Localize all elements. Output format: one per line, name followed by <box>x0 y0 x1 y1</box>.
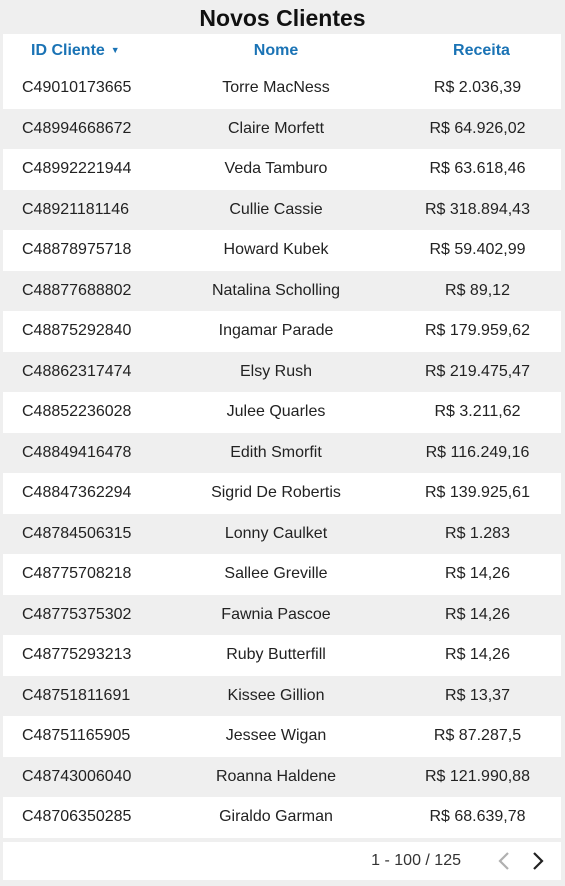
table-row[interactable] <box>3 676 561 717</box>
previous-page-button[interactable] <box>487 844 521 878</box>
cell-id: C48784506315 <box>22 524 132 542</box>
cell-id: C48706350285 <box>22 808 132 826</box>
cell-name: Howard Kubek <box>223 241 329 259</box>
cell-id: C48875292840 <box>22 322 132 340</box>
cell-name: Edith Smorfit <box>230 443 322 461</box>
cell-revenue: R$ 121.990,88 <box>425 767 530 785</box>
table-row[interactable] <box>3 797 561 838</box>
table-row[interactable] <box>3 230 561 271</box>
cell-revenue: R$ 14,26 <box>445 646 510 664</box>
column-header-id[interactable] <box>3 42 158 60</box>
cell-revenue: R$ 179.959,62 <box>425 322 530 340</box>
cell-revenue: R$ 59.402,99 <box>429 241 526 259</box>
table-row[interactable] <box>3 433 561 474</box>
cell-name: Ruby Butterfill <box>226 646 326 664</box>
table-row[interactable] <box>3 757 561 798</box>
table-body <box>3 68 561 838</box>
table-header <box>3 34 561 68</box>
cell-name: Giraldo Garman <box>219 808 333 826</box>
cell-revenue: R$ 68.639,78 <box>429 808 526 826</box>
cell-name: Natalina Scholling <box>211 281 341 299</box>
customers-table <box>3 34 561 838</box>
cell-id: C48775375302 <box>22 605 132 623</box>
next-page-button[interactable] <box>521 844 555 878</box>
cell-id: C48847362294 <box>22 484 132 502</box>
cell-name: Lonny Caulket <box>224 524 328 542</box>
cell-id: C48992221944 <box>22 160 132 178</box>
cell-revenue: R$ 139.925,61 <box>425 484 530 502</box>
table-row[interactable] <box>3 716 561 757</box>
cell-revenue: R$ 219.475,47 <box>425 362 530 380</box>
cell-name: Torre MacNess <box>222 79 330 97</box>
cell-id: C48994668672 <box>22 119 132 137</box>
pagination-range: 1 - 100 / 125 <box>371 852 461 869</box>
cell-id: C48751811691 <box>22 686 131 704</box>
cell-id: C48862317474 <box>22 362 132 380</box>
cell-id: C48878975718 <box>22 241 132 259</box>
table-row[interactable] <box>3 109 561 150</box>
cell-name: Roanna Haldene <box>215 767 337 785</box>
cell-id: C48849416478 <box>22 443 132 461</box>
chevron-right-icon <box>531 851 545 871</box>
table-row[interactable] <box>3 190 561 231</box>
cell-id: C48743006040 <box>22 767 132 785</box>
column-header-revenue[interactable]: Receita <box>453 42 510 59</box>
table-row[interactable] <box>3 271 561 312</box>
sort-down-icon: ▼ <box>110 45 120 55</box>
table-row[interactable] <box>3 554 561 595</box>
cell-name: Veda Tamburo <box>224 160 328 178</box>
cell-name: Sallee Greville <box>224 565 328 583</box>
cell-id: C48775708218 <box>22 565 132 583</box>
cell-id: C48921181146 <box>22 200 130 218</box>
cell-revenue: R$ 318.894,43 <box>425 200 530 218</box>
cell-name: Elsy Rush <box>239 362 313 380</box>
cell-name: Jessee Wigan <box>225 727 327 745</box>
cell-id: C48877688802 <box>22 281 132 299</box>
table-row[interactable] <box>3 311 561 352</box>
pagination-bar <box>3 842 561 880</box>
chevron-left-icon <box>497 851 511 871</box>
cell-revenue: R$ 87.287,5 <box>433 727 522 745</box>
table-row[interactable] <box>3 392 561 433</box>
column-header-name[interactable]: Nome <box>253 42 299 59</box>
cell-revenue: R$ 63.618,46 <box>429 160 526 178</box>
table-row[interactable] <box>3 68 561 109</box>
cell-revenue: R$ 14,26 <box>445 565 510 583</box>
table-row[interactable] <box>3 149 561 190</box>
cell-name: Cullie Cassie <box>229 200 323 218</box>
cell-revenue: R$ 14,26 <box>445 605 510 623</box>
cell-revenue: R$ 1.283 <box>445 524 510 542</box>
cell-revenue: R$ 89,12 <box>445 281 510 299</box>
table-row[interactable] <box>3 595 561 636</box>
cell-name: Claire Morfett <box>227 119 325 137</box>
cell-name: Ingamar Parade <box>218 322 334 340</box>
table-row[interactable] <box>3 352 561 393</box>
cell-revenue: R$ 116.249,16 <box>425 443 530 461</box>
cell-revenue: R$ 2.036,39 <box>433 79 522 97</box>
cell-name: Julee Quarles <box>226 403 326 421</box>
column-header-id-label: ID Cliente <box>31 42 105 59</box>
cell-revenue: R$ 13,37 <box>445 686 510 704</box>
table-row[interactable] <box>3 635 561 676</box>
cell-revenue: R$ 3.211,62 <box>434 403 521 421</box>
cell-id: C48775293213 <box>22 646 132 664</box>
cell-id: C48852236028 <box>22 403 132 421</box>
report-title: Novos Clientes <box>199 5 366 31</box>
table-row[interactable] <box>3 514 561 555</box>
cell-name: Kissee Gillion <box>227 686 325 704</box>
cell-name: Sigrid De Robertis <box>211 484 341 502</box>
cell-id: C48751165905 <box>22 727 131 745</box>
table-row[interactable] <box>3 473 561 514</box>
cell-name: Fawnia Pascoe <box>221 605 331 623</box>
cell-id: C49010173665 <box>22 79 132 97</box>
cell-revenue: R$ 64.926,02 <box>429 119 526 137</box>
